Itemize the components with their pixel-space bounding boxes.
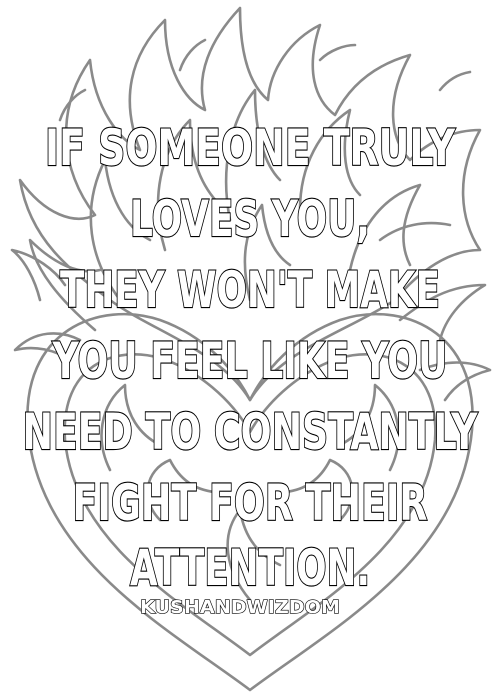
signature-watermark: KUSHANDWIZDOM: [140, 597, 340, 618]
quote-line-6: FIGHT FOR THEIR: [72, 474, 428, 532]
quote-line-3: THEY WON'T MAKE: [60, 261, 440, 319]
quote-line-1: IF SOMEONE TRULY: [45, 119, 456, 177]
quote-line-2: LOVES YOU,: [130, 190, 370, 248]
quote-line-7: ATTENTION.: [130, 539, 370, 597]
quote-line-4: YOU FEEL LIKE YOU: [51, 332, 448, 390]
quote-line-5: NEED TO CONSTANTLY: [22, 403, 479, 461]
